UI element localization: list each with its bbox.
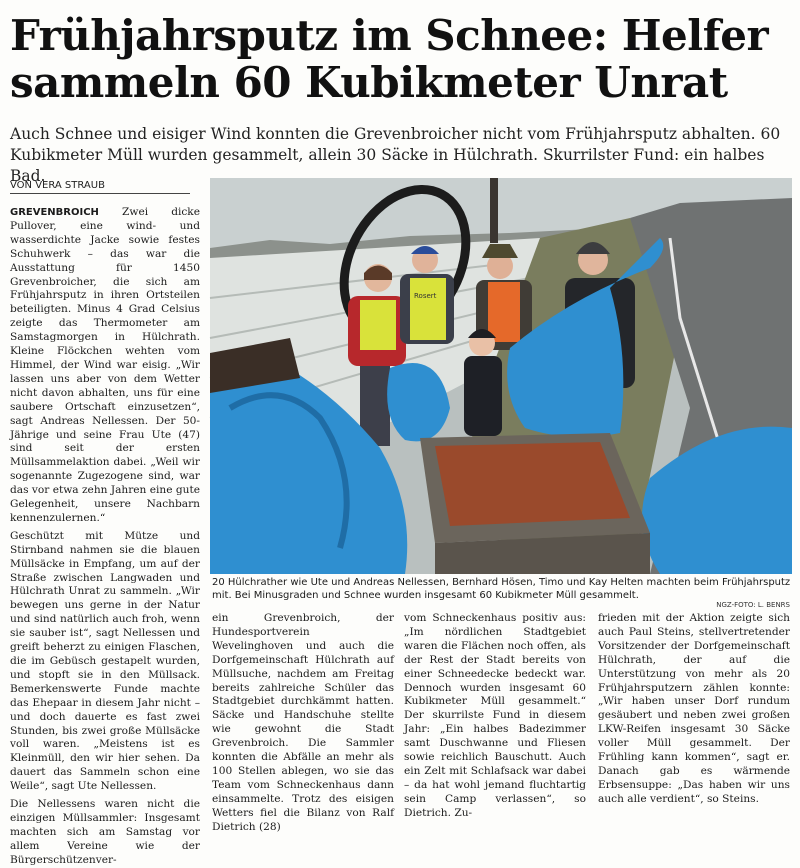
dirty-crate bbox=[420, 433, 650, 574]
paragraph: vom Schneckenhaus positiv aus: „Im nördlichen Stadtgebiet waren die Flächen noch offen, als der Rest der Stadt bereits von einer Schneedecke bedeckt war. Dennoch wurden insgesamt 60 Kubikmeter Müll gesammelt.“ Der skurrilste Fund in diesem Jahr: „Ein halbes Badezimmer samt Duschwanne und Fliesen sowie reichlich Bauschutt. Auch ein Zelt mit Schlafsack war dabei – da hat wohl jemand fluchtartig sein Camp verlassen“, so Dietrich. Zu- bbox=[404, 612, 586, 819]
tree-trunk bbox=[490, 178, 498, 243]
article-column-2 bbox=[212, 612, 394, 833]
headline-line-2: sammeln 60 Kubikmeter Unrat bbox=[10, 58, 728, 107]
headline-line-1: Frühjahrsputz im Schnee: Helfer bbox=[10, 11, 769, 60]
dateline: GREVENBROICH bbox=[10, 207, 99, 218]
paragraph: frieden mit der Aktion zeigte sich auch Paul Steins, stellvertretender Vorsitzender der Dorfgemeinschaft Hülchrath, der auf die Unterstützung von mehr als 20 Frühjahrsputzern zählen konnte: „Wir haben unser Dorf rundum gesäubert und neben zwei großen LKW-Reifen insgesamt 30 Säcke voller Müll gesammelt. Der Frühling kann kommen“, sagt er. Danach gab es wärmende Erbsensuppe: „Das haben wir uns auch alle verdient“, so Steins. bbox=[598, 612, 790, 805]
paragraph: Die Nellessens waren nicht die einzigen Müllsammler: Insgesamt machten sich am Samstag vor allem Vereine wie der Bürgerschützenver- bbox=[10, 798, 200, 866]
article-column-3 bbox=[404, 612, 586, 819]
paragraph: Geschützt mit Mütze und Stirnband nahmen sie die blauen Müllsäcke in Empfang, um auf der Straße zwischen Langwaden und Hülchrath Unrat zu sammeln. „Wir bewegen uns gerne in der Natur und sind natürlich auch froh, wenn sie sauber ist“, sagt Nellessen und greift beherzt zu einigen Flaschen, die im Gebüsch gestapelt wurden, und stopft sie in den Müllsack. Bemerkenswerte Funde machte das Ehepaar in diesem Jahr nicht – und doch dauerte es fast zwei Stunden, bis zwei große Müllsäcke voll waren. „Meistens ist es Kleinmüll, den wir hier sehen. Da dauert das Sammeln schon eine Weile“, sagt Ute Nellessen. bbox=[10, 529, 200, 793]
photo-credit: NGZ-FOTO: L. BENRS bbox=[716, 601, 790, 609]
photo-caption: 20 Hülchrather wie Ute und Andreas Nellessen, Bernhard Hösen, Timo und Kay Helten machten beim Frühjahrsputz mit. Bei Minusgraden und Schnee wurden insgesamt 60 Kubikmeter Müll gesammelt. bbox=[212, 577, 791, 601]
headline bbox=[10, 12, 790, 106]
photo-illustration bbox=[210, 178, 792, 574]
article-column-4 bbox=[598, 612, 790, 805]
byline: VON VERA STRAUB bbox=[10, 180, 190, 194]
article-column-1 bbox=[10, 206, 200, 866]
vest-text: Rosert bbox=[414, 292, 437, 300]
news-photo bbox=[210, 178, 792, 574]
paragraph: Zwei dicke Pullover, eine wind- und wasserdichte Jacke sowie festes Schuhwerk – das war die Ausstattung für 1450 Grevenbroicher, die sich am Frühjahrsputz in ihren Ortsteilen beteiligten. Minus 4 Grad Celsius zeigte das Thermometer am Samstagmorgen in Hülchrath. Kleine Flöckchen wehten vom Himmel, der Wind war eisig. „Wir lassen uns aber von dem Wetter nicht davon abhalten, uns für eine saubere Ortschaft einzusetzen“, sagt Andreas Nellessen. Der 50-Jährige und seine Frau Ute (47) sind seit der ersten Müllsammelaktion dabei. „Weil wir sogenannte Zugezogene sind, war das vor etwa zehn Jahren eine gute Gelegenheit, unsere Nachbarn kennenzulernen.“ bbox=[10, 206, 200, 524]
paragraph: ein Grevenbroich, der Hundesportverein Wevelinghoven und auch die Dorfgemeinschaft Hülchrath auf Müllsuche, nachdem am Freitag bereits zahlreiche Schüler das Stadtgebiet durchkämmt hatten. Säcke und Handschuhe stellte wie gewohnt die Stadt Grevenbroich. Die Sammler konnten die Abfälle an mehr als 100 Stellen ablegen, wo sie das Team vom Schneckenhaus dann einsammelte. Trotz des eisigen Wetters fiel die Bilanz von Ralf Dietrich (28) bbox=[212, 612, 394, 833]
subheadline: Auch Schnee und eisiger Wind konnten die Grevenbroicher nicht vom Frühjahrsputz abhalten. 60 Kubikmeter Müll wurden gesammelt, allein 30 Säcke in Hülchrath. Skurrilster Fund: ein halbes Bad. bbox=[10, 125, 781, 185]
